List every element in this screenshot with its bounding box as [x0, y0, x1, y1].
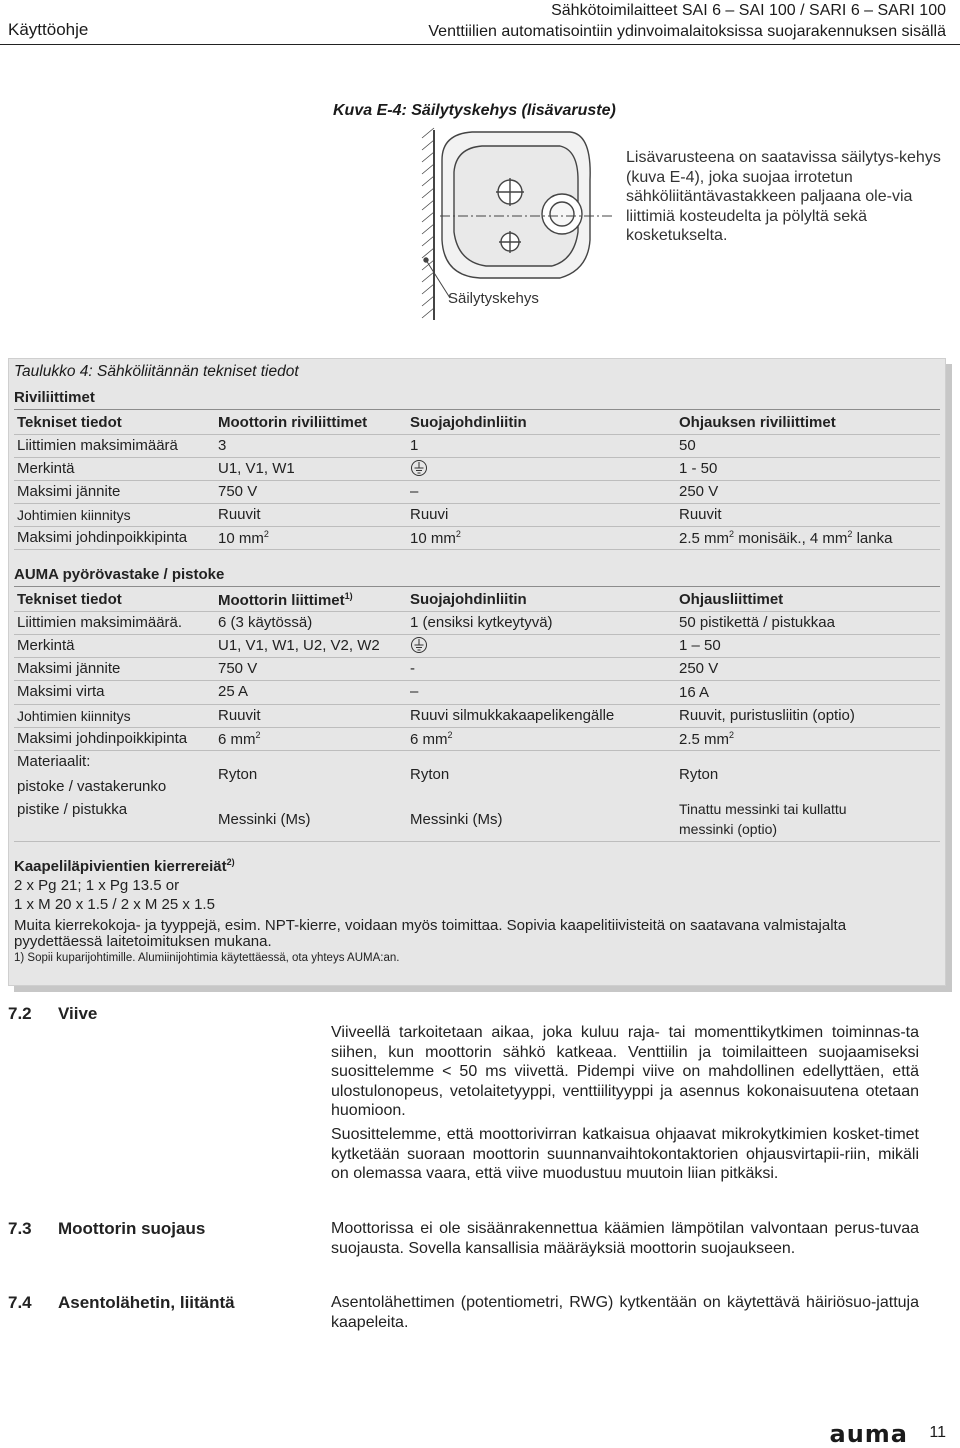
table-cell: U1, V1, W1, U2, V2, W2	[218, 637, 380, 654]
table-cell: Liittimien maksimimäärä	[17, 437, 178, 454]
table-cell: 3	[218, 437, 227, 454]
cable-spec-line: 1 x M 20 x 1.5 / 2 x M 25 x 1.5	[14, 896, 215, 913]
table-cell: Ryton	[679, 766, 719, 783]
section-title: Asentolähetin, liitäntä	[58, 1293, 235, 1312]
row-divider	[14, 480, 940, 481]
table-cell: Merkintä	[17, 637, 75, 654]
table-cell: –	[410, 483, 419, 500]
table-cell: 16 A	[679, 684, 710, 701]
cell-text: 10 mm	[218, 530, 264, 547]
heading-text: Kaapeliläpivientien kierrereiät	[14, 858, 227, 875]
table-cell	[218, 529, 269, 547]
section-paragraph: Viiveellä tarkoitetaan aikaa, joka kuluu raja- tai momenttikytkimen toiminnas-ta siihen, kun moottorin sähkö katkeaa. Venttiilin ja toimilaitteen suojaamiseksi suosittelemme < 50 ms viivettä. Pidempi viive on mahdollinen edellyttäen, että ulostulonopeus, vetolaitetyyppi, venttiilityyppi ja asennus kokonaisuutena otetaan huomioon.	[331, 1024, 919, 1120]
cable-note-line: pyydettäessä laitetoimituksen mukana.	[14, 933, 272, 950]
section-title: Moottorin suojaus	[58, 1219, 206, 1238]
table-cell: 250 V	[679, 660, 719, 677]
table-cell: Messinki (Ms)	[218, 811, 311, 828]
page-number: 11	[929, 1424, 946, 1441]
table-cell: Maksimi johdinpoikkipinta	[17, 529, 188, 546]
section-number: 7.2	[8, 1004, 32, 1023]
section-heading-terminals: Riviliittimet	[14, 389, 95, 406]
table-cell: messinki (optio)	[679, 821, 778, 837]
table-cell: 1 – 50	[679, 637, 721, 654]
col-header	[218, 591, 353, 609]
table-cell: -	[410, 660, 415, 677]
table-cell: 50	[679, 437, 696, 454]
cell-text: , 4 mm	[801, 530, 848, 547]
col-header: Ohjausliittimet	[679, 591, 784, 608]
cable-spec-line: 2 x Pg 21; 1 x Pg 13.5 or	[14, 877, 180, 894]
section-title: Viive	[58, 1004, 98, 1023]
superscript: 2	[263, 529, 269, 539]
cell-text: lanka	[852, 530, 893, 547]
table-cell: Tinattu messinki tai kullattu	[679, 801, 847, 817]
superscript: 2	[847, 529, 853, 539]
cable-note-line: Muita kierrekokoja- ja tyyppejä, esim. NPT-kierre, voidaan myös toimittaa. Sopivia kaapelitiivisteitä on saatavana valmistajalta	[14, 917, 847, 934]
row-divider	[14, 434, 940, 435]
superscript: 1)	[344, 591, 353, 601]
figure-caption: Kuva E-4: Säilytyskehys (lisävaruste)	[333, 102, 616, 119]
row-divider	[14, 409, 940, 410]
section-number: 7.3	[8, 1219, 32, 1238]
table-cell: Ruuvit, puristusliitin (optio)	[679, 707, 855, 724]
table-cell: 750 V	[218, 660, 258, 677]
col-header: Tekniset tiedot	[17, 414, 122, 431]
row-divider	[14, 457, 940, 458]
footnote: 1) Sopii kuparijohtimille. Alumiinijohtimia käytettäessä, ota yhteys AUMA:an.	[14, 952, 400, 964]
table-cell: Johtimien kiinnitys	[17, 708, 131, 724]
cell-text: Moottorin liittimet	[218, 592, 345, 609]
table-cell: Ruuvit	[218, 707, 261, 724]
cell-text: monisäik.	[734, 530, 802, 547]
table-cell: pistoke / vastakerunko	[17, 778, 167, 795]
table-cell: Merkintä	[17, 460, 75, 477]
table-cell: 25 A	[218, 683, 249, 700]
table-cell	[679, 730, 734, 748]
row-divider	[14, 727, 940, 728]
col-header: Suojajohdinliitin	[410, 591, 527, 608]
superscript: 2	[255, 730, 261, 740]
table-cell: 50 pistikettä / pistukkaa	[679, 614, 835, 631]
cell-text: 10 mm	[410, 530, 456, 547]
superscript: 2	[729, 730, 735, 740]
ground-icon	[410, 459, 428, 477]
row-divider	[14, 680, 940, 681]
table-cell: –	[410, 683, 419, 700]
table-title: Taulukko 4: Sähköliitännän tekniset tiedot	[14, 363, 299, 380]
row-divider	[14, 750, 940, 751]
table-cell: pistike / pistukka	[17, 801, 128, 818]
cell-text: 6 mm	[410, 731, 448, 748]
document-type: Käyttöohje	[8, 20, 89, 39]
table-cell: U1, V1, W1	[218, 460, 295, 477]
table-cell: Maksimi jännite	[17, 660, 121, 677]
section-paragraph: Suosittelemme, että moottorivirran katkaisua ohjaavat mikrokytkimien kosket-timet kytketään suoraan moottorin suunnanvaihtokontaktorien ohjausvirtapii-riin, mikäli on olemassa vaara, että viive muodustuu muutoin liian pitkäksi.	[331, 1126, 919, 1183]
header-divider	[0, 44, 960, 45]
table-cell	[218, 730, 261, 748]
table-cell: Messinki (Ms)	[410, 811, 503, 828]
table-cell: Ruuvit	[679, 506, 722, 523]
table-cell: 1 (ensiksi kytkeytyvä)	[410, 614, 553, 631]
row-divider	[14, 526, 940, 527]
col-header: Suojajohdinliitin	[410, 414, 527, 431]
ground-icon	[410, 636, 428, 654]
row-divider	[14, 586, 940, 587]
col-header: Ohjauksen riviliittimet	[679, 414, 836, 431]
superscript: 2)	[226, 857, 235, 867]
col-header: Tekniset tiedot	[17, 591, 122, 608]
title-line-2: Venttiilien automatisointiin ydinvoimalaitoksissa suojarakennuksen sisällä	[428, 23, 946, 40]
table-cell: Maksimi johdinpoikkipinta	[17, 730, 188, 747]
section-number: 7.4	[8, 1293, 32, 1312]
table-cell: Ryton	[410, 766, 450, 783]
col-header: Moottorin riviliittimet	[218, 414, 368, 431]
row-divider	[14, 549, 940, 550]
table-cell: Johtimien kiinnitys	[17, 507, 131, 523]
row-divider	[14, 503, 940, 504]
row-divider	[14, 704, 940, 705]
row-divider	[14, 611, 940, 612]
table-cell: 1 - 50	[679, 460, 718, 477]
table-cell: Ruuvit	[218, 506, 261, 523]
figure-label: Säilytyskehys	[448, 290, 539, 307]
table-cell: 6 (3 käytössä)	[218, 614, 313, 631]
table-cell: 250 V	[679, 483, 719, 500]
figure-description: Lisävarusteena on saatavissa säilytys-kehys (kuva E-4), joka suojaa irrotetun sähköliitäntävastakkeen paljaana ole-via liittimiä kosteudelta ja pölyltä sekä kosketukselta.	[626, 149, 941, 244]
superscript: 2	[729, 529, 735, 539]
table-cell: Liittimien maksimimäärä.	[17, 614, 183, 631]
section-heading-plug: AUMA pyörövastake / pistoke	[14, 566, 225, 583]
table-cell: 750 V	[218, 483, 258, 500]
superscript: 2	[447, 730, 453, 740]
table-cell: Ryton	[218, 766, 258, 783]
cell-text: 6 mm	[218, 731, 256, 748]
title-line-1: Sähkötoimilaitteet SAI 6 – SAI 100 / SARI 6 – SARI 100	[551, 2, 946, 19]
table-cell: 1	[410, 437, 419, 454]
section-paragraph: Moottorissa ei ole sisäänrakennettua käämien lämpötilan valvontaan perus-tuvaa suojausta. Sovella kansallisia määräyksiä moottorin suojaukseen.	[331, 1220, 919, 1257]
cable-entry-heading	[14, 857, 235, 875]
table-cell	[410, 529, 461, 547]
document-title	[428, 0, 946, 42]
row-divider	[14, 634, 940, 635]
table-cell: Maksimi virta	[17, 683, 105, 700]
table-cell: Materiaalit:	[17, 753, 91, 770]
row-divider	[14, 841, 940, 842]
cell-text: 2.5 mm	[679, 731, 730, 748]
table-cell: Ruuvi silmukkakaapelikengälle	[410, 707, 615, 724]
table-cell: Maksimi jännite	[17, 483, 121, 500]
table-cell	[410, 730, 453, 748]
table-cell	[679, 529, 892, 547]
cell-text: 2.5 mm	[679, 530, 730, 547]
auma-logo: auma	[829, 1420, 908, 1448]
table-cell: Ruuvi	[410, 506, 449, 523]
row-divider	[14, 657, 940, 658]
section-paragraph: Asentolähettimen (potentiometri, RWG) kytkentään on käytettävä häiriösuo-jattuja kaapeleita.	[331, 1294, 919, 1331]
superscript: 2	[455, 529, 461, 539]
